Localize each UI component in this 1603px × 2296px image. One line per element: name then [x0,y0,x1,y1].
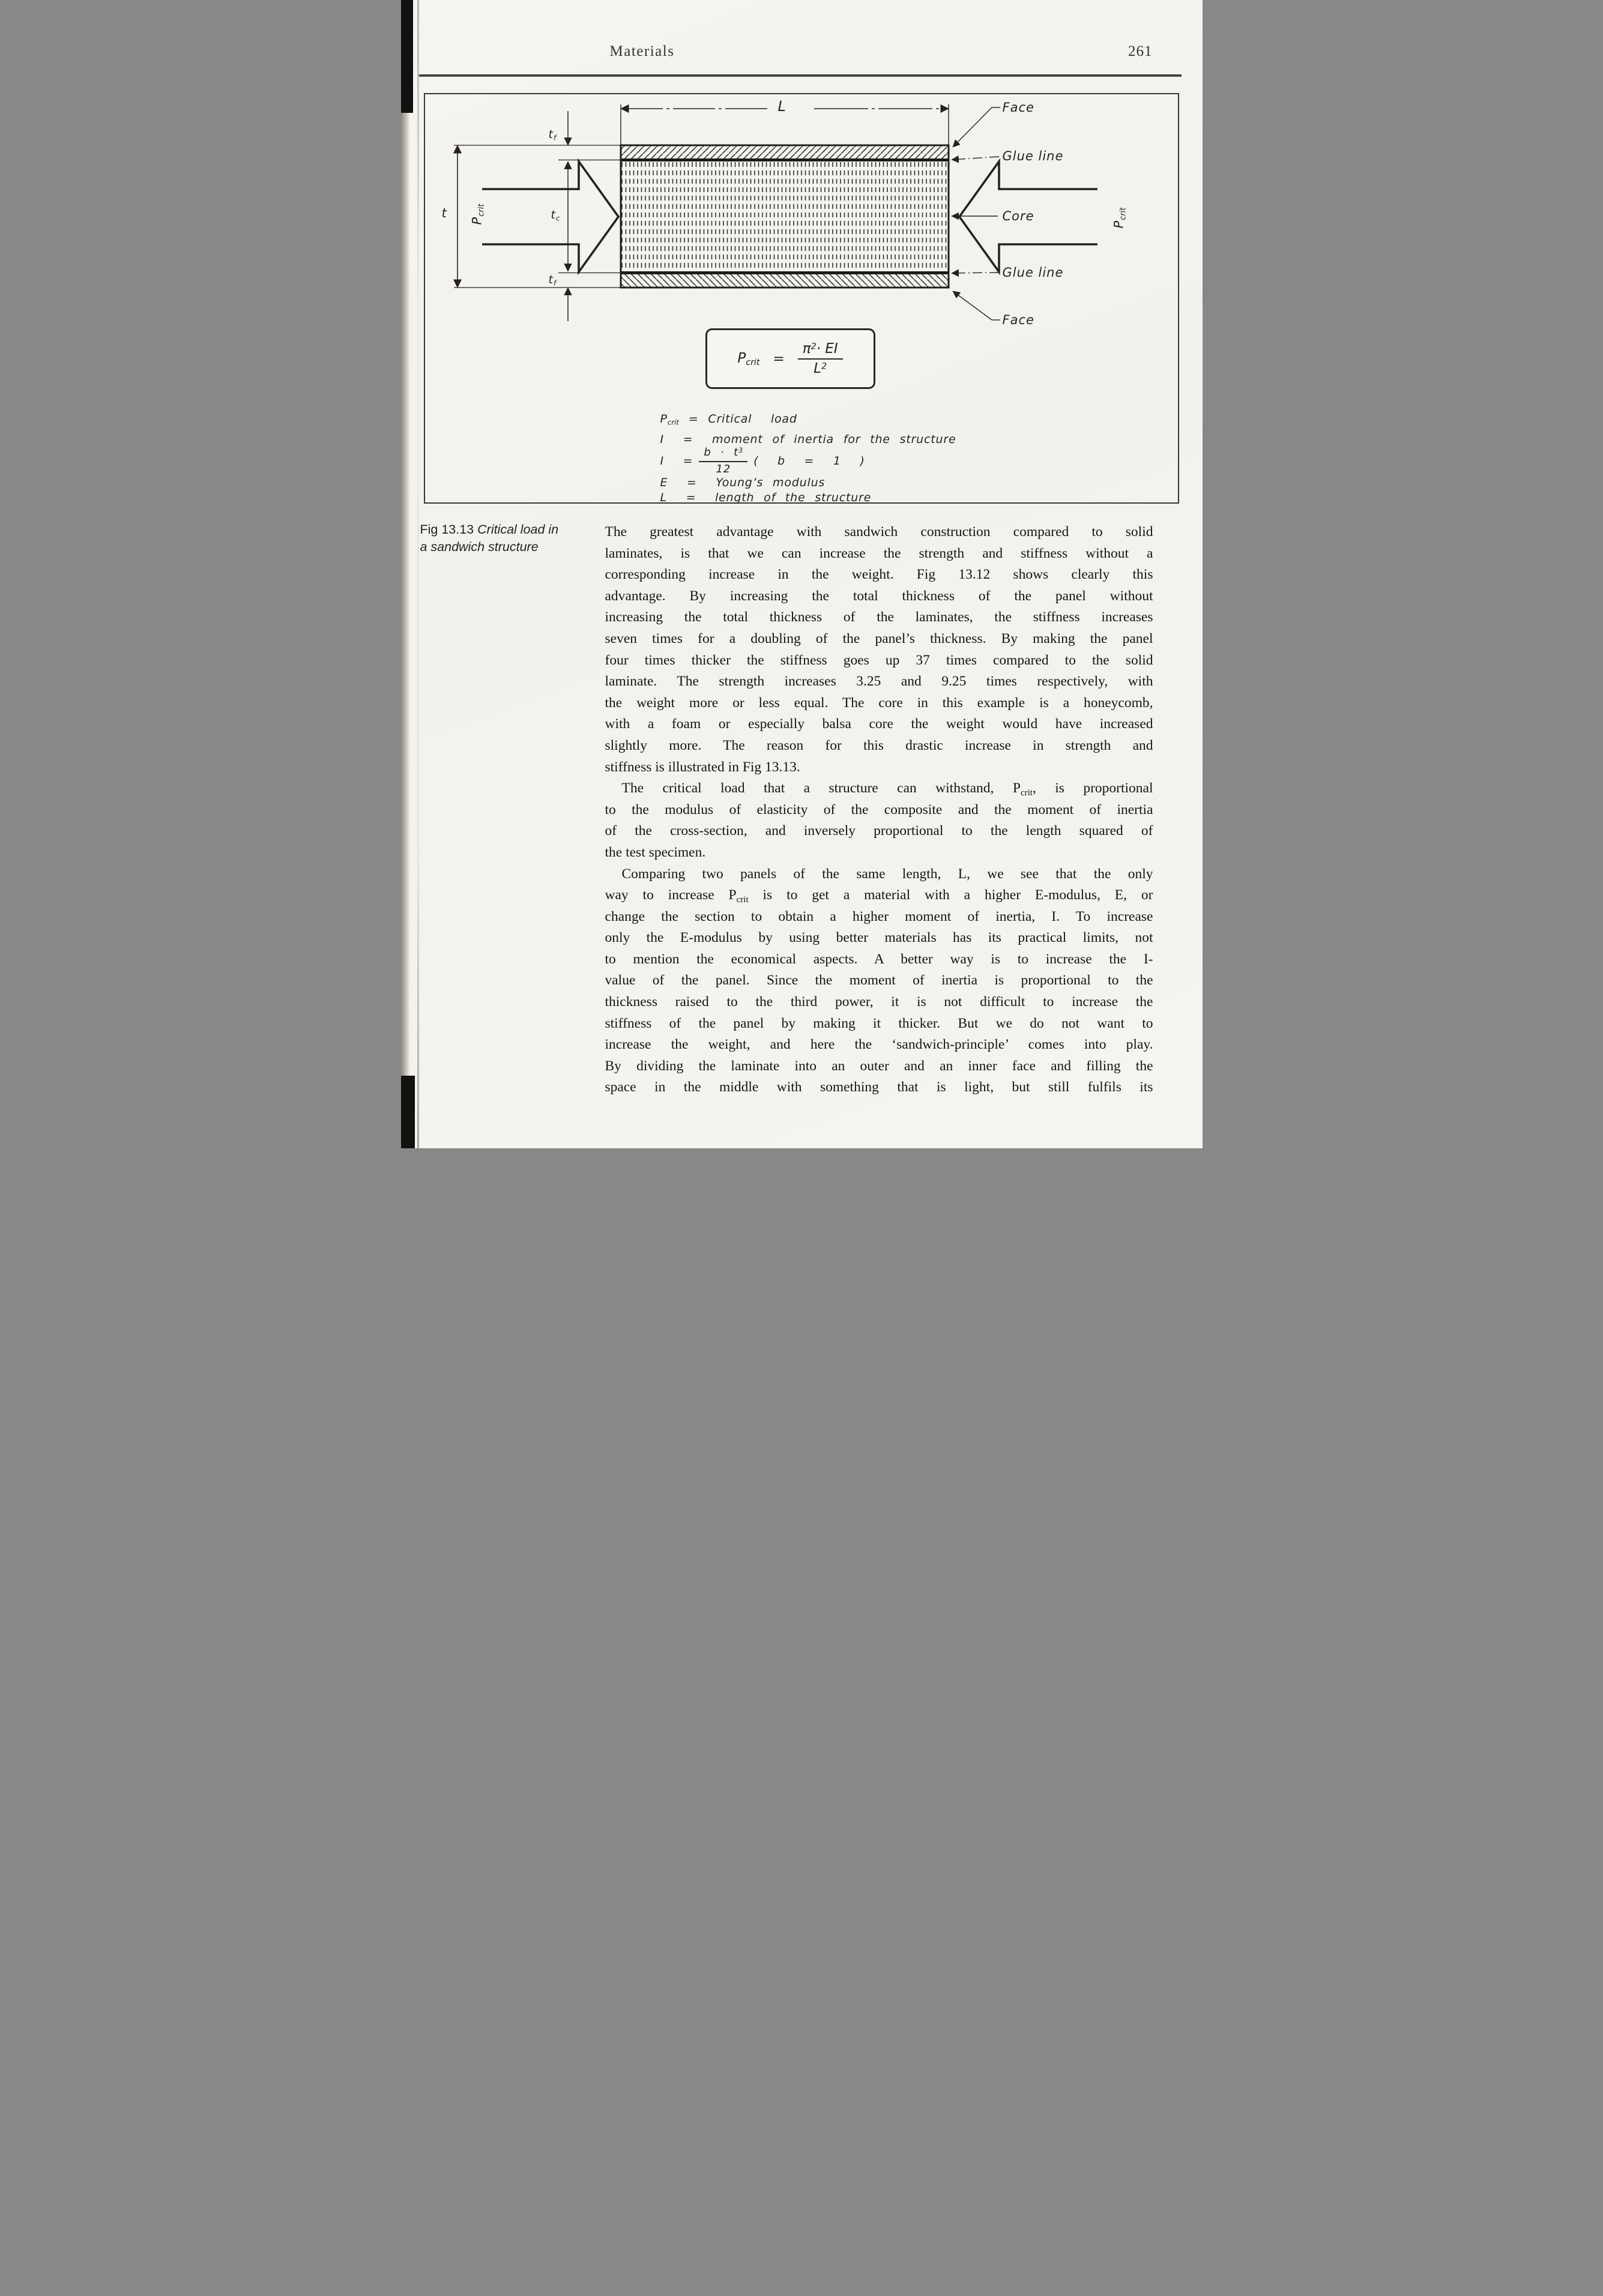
def-i-lead: I = [660,454,693,468]
formula-lhs [737,351,759,367]
body-line: only the E-modulus by using better materials has its practical limits, not [605,930,1153,946]
formula-fraction [798,342,843,376]
pi: π [802,340,811,357]
caption-title-line1: Critical load in [477,522,559,537]
formula-p: P [737,350,746,366]
def-i-fraction [699,447,747,475]
bt: b · t [704,446,738,459]
L: L [814,361,822,376]
body-line-indented [605,778,1153,800]
scan-edge-shadow-middle [401,113,410,1076]
p-crit-label-right [1111,208,1128,229]
dim-label-t-total: t [441,206,447,220]
bt-exp: 3 [738,447,743,454]
figure-caption [420,521,618,556]
line-text: The critical load that a structure can withstand, P [621,780,1021,797]
body-line: space in the middle with something that is light, but still fulfils its [605,1079,1153,1095]
page-number: 261 [1128,43,1153,59]
p-sub: crit [1118,207,1128,220]
face-bottom-hatch [621,274,949,288]
body-line [605,885,1153,906]
label-glue-line-top: Glue line [1002,149,1064,163]
scan-edge-shadow-top [401,0,413,113]
p-sub: crit [476,203,486,217]
book-page-scan [401,0,1203,1148]
page-crease [417,0,419,1148]
body-line: seven times for a doubling of the panel’s thickness. By making the panel [605,630,1153,646]
formula-equals: = [773,351,785,367]
p-base: P [469,216,485,225]
line-text: is to get a material with a higher E-modulus, E, or [748,887,1153,903]
running-head-title: Materials [609,43,675,59]
tf-sub: f [553,279,557,288]
definition-young: E = Young’s modulus [660,476,826,489]
body-line: By dividing the laminate into an outer and an inner face and filling the [605,1058,1153,1074]
def-i-tail: ( b = 1 ) [753,454,865,468]
body-line-paragraph-end: the test specimen. [605,844,706,860]
body-line: corresponding increase in the weight. Fig 13.12 shows clearly this [605,567,1153,583]
body-line: to mention the economical aspects. A better way is to increase the I- [605,951,1153,967]
body-text-column [605,522,1153,1098]
tf-base: t [548,273,554,286]
body-line: laminate. The strength increases 3.25 and 9.25 times respectively, with [605,673,1153,690]
core-pattern [621,161,949,271]
p-crit-label-left [469,204,486,225]
formula-numerator [798,342,843,360]
definition-pcrit [660,412,797,426]
body-line: four times thicker the stiffness goes up 37 times compared to the solid [605,652,1153,668]
label-face-bottom: Face [1002,313,1034,327]
caption-number: Fig 13.13 [420,522,474,537]
leader-lines [952,107,1000,320]
formula-denominator [798,360,843,376]
body-line: advantage. By increasing the total thickness of the panel without [605,588,1153,604]
dim-label-tf-top [549,128,557,142]
def-i-numerator [699,447,747,462]
leader-face-top [953,107,992,147]
label-face-top: Face [1002,100,1034,115]
caption-title-line2: a sandwich structure [420,540,539,554]
dim-label-L: L [777,98,786,115]
pi-exp: 2 [811,342,817,352]
header-rule [419,74,1182,77]
glue-line-top-band [621,158,949,161]
critical-load-formula-box [705,328,875,389]
label-core: Core [1002,209,1034,223]
body-line: laminates, is that we can increase the strength and stiffness without a [605,545,1153,561]
body-line: to the modulus of elasticity of the composite and the moment of inertia [605,801,1153,818]
definition-inertia-formula [660,447,865,475]
body-line-indented: Comparing two panels of the same length, L, we see that the only [621,866,1153,882]
body-line: increase the weight, and here the ‘sandwich-principle’ comes into play. [605,1037,1153,1053]
figure-13-13-sandwich-diagram [424,93,1179,504]
face-top-hatch [621,145,949,158]
sandwich-panel [621,145,949,288]
p-crit-subscript: crit [1020,788,1033,798]
def-p-rest: = Critical load [688,412,797,426]
line-text: way to increase P [605,887,737,903]
p-base: P [1111,220,1126,229]
definition-length: L = length of the structure [660,491,872,504]
formula-p-sub: crit [746,357,760,367]
body-line: increasing the total thickness of the laminates, the stiffness increases [605,609,1153,625]
body-line: of the cross-section, and inversely proportional to the length squared of [605,823,1153,839]
line-text: , is proportional [1032,780,1153,797]
body-line: The greatest advantage with sandwich construction compared to solid [605,524,1153,540]
L-exp: 2 [821,361,827,372]
tc-base: t [551,208,556,221]
body-line: the weight more or less equal. The core in this example is a honeycomb, [605,695,1153,711]
label-glue-line-bottom: Glue line [1002,265,1064,280]
body-line: value of the panel. Since the moment of inertia is proportional to the [605,972,1153,989]
tc-sub: c [555,214,560,223]
leader-face-bottom [953,291,992,320]
body-line: with a foam or especially balsa core the weight would have increased [605,716,1153,732]
scan-edge-shadow-bottom [401,1076,415,1148]
tf-sub: f [553,133,557,142]
leader-glue-top [952,157,999,160]
ei: · EI [816,340,838,357]
body-line-paragraph-end: stiffness is illustrated in Fig 13.13. [605,759,800,775]
dim-label-tc [551,208,560,222]
tf-base: t [548,128,554,141]
p-crit-subscript: crit [736,895,749,905]
def-i-denominator: 12 [716,462,731,475]
definition-inertia: I = moment of inertia for the structure [660,433,956,446]
body-line: slightly more. The reason for this drastic increase in strength and [605,737,1153,753]
def-p-sub: crit [667,418,679,427]
body-line: change the section to obtain a higher moment of inertia, I. To increase [605,908,1153,924]
def-p: P [660,412,668,426]
body-line: thickness raised to the third power, it is not difficult to increase the [605,994,1153,1010]
body-line: stiffness of the panel by making it thicker. But we do not want to [605,1015,1153,1031]
dim-label-tf-bottom [549,273,557,287]
glue-line-bottom-band [621,271,949,274]
load-arrow-left [482,161,618,272]
